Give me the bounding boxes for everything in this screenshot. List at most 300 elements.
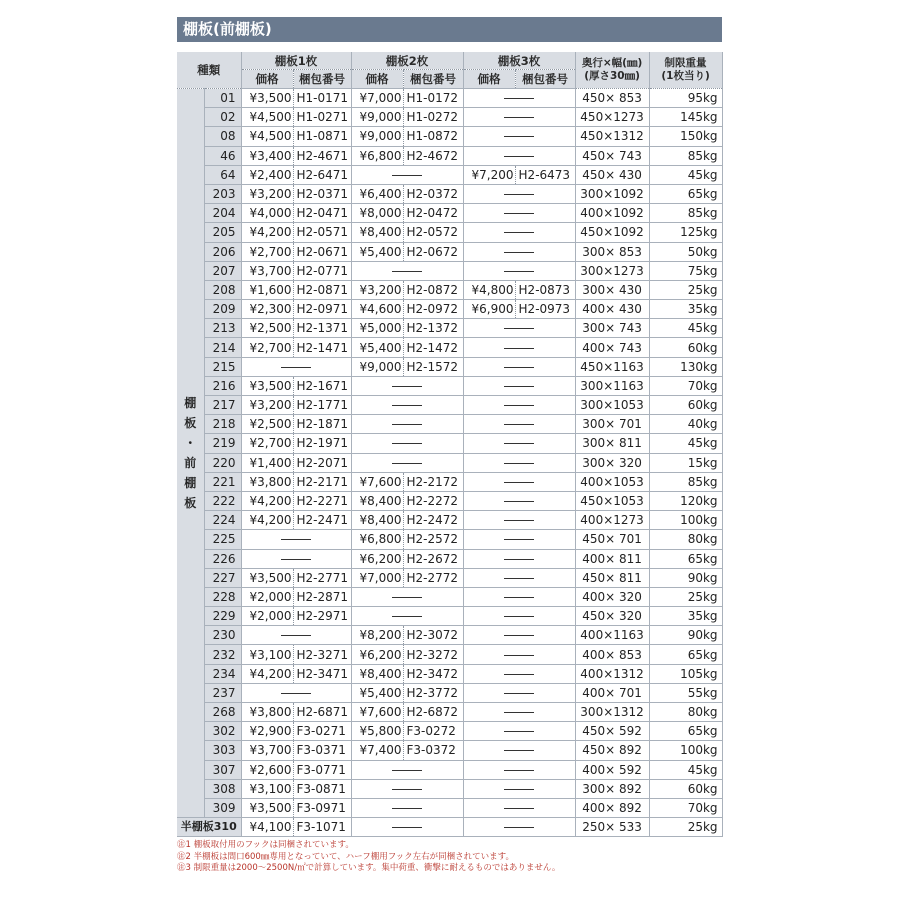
item-code: 214 bbox=[204, 338, 241, 357]
dimension-cell: 250× 533 bbox=[575, 818, 649, 837]
dimension-cell: 400× 320 bbox=[575, 587, 649, 606]
table-row bbox=[177, 607, 722, 626]
table-row bbox=[177, 568, 722, 587]
dimension-cell: 450×1312 bbox=[575, 127, 649, 146]
empty-cell bbox=[463, 127, 575, 146]
package-number-cell: H2-4672 bbox=[403, 146, 463, 165]
item-code: 230 bbox=[204, 626, 241, 645]
package-number-cell: F3-1071 bbox=[293, 818, 351, 837]
one-shelf-header: 棚板1枚 bbox=[241, 52, 351, 70]
dimension-cell: 300×1163 bbox=[575, 376, 649, 395]
weight-cell: 40kg bbox=[649, 415, 722, 434]
weight-cell: 120kg bbox=[649, 491, 722, 510]
item-code: 64 bbox=[204, 165, 241, 184]
price-cell: ¥3,500 bbox=[241, 89, 293, 108]
empty-cell bbox=[463, 683, 575, 702]
dimension-cell: 400× 430 bbox=[575, 300, 649, 319]
empty-cell bbox=[463, 568, 575, 587]
category-char: ・ bbox=[184, 436, 197, 451]
price-cell: ¥6,400 bbox=[351, 184, 403, 203]
item-code: 206 bbox=[204, 242, 241, 261]
price-cell: ¥5,400 bbox=[351, 242, 403, 261]
item-code: 232 bbox=[204, 645, 241, 664]
category-char: 板 bbox=[184, 416, 197, 431]
package-number-cell: H2-2271 bbox=[293, 491, 351, 510]
table-row bbox=[177, 376, 722, 395]
table-row bbox=[177, 357, 722, 376]
table-row bbox=[177, 319, 722, 338]
weight-cell: 35kg bbox=[649, 300, 722, 319]
three-shelf-header: 棚板3枚 bbox=[463, 52, 575, 70]
category-char: 棚 bbox=[184, 476, 197, 491]
package-number-cell: H2-0672 bbox=[403, 242, 463, 261]
empty-cell bbox=[463, 357, 575, 376]
weight-cell: 85kg bbox=[649, 146, 722, 165]
not-available-dash bbox=[504, 597, 534, 598]
table-row bbox=[177, 453, 722, 472]
table-row bbox=[177, 165, 722, 184]
item-code: 204 bbox=[204, 204, 241, 223]
price-cell: ¥5,400 bbox=[351, 338, 403, 357]
dimension-cell: 300× 892 bbox=[575, 779, 649, 798]
price-cell: ¥3,200 bbox=[241, 396, 293, 415]
dimension-cell: 400× 811 bbox=[575, 549, 649, 568]
item-code: 08 bbox=[204, 127, 241, 146]
package-number-cell: H2-0973 bbox=[515, 300, 575, 319]
package-number-cell: H2-2172 bbox=[403, 472, 463, 491]
dimension-header-line1: 奥行×幅(㎜) bbox=[581, 57, 643, 69]
item-code: 225 bbox=[204, 530, 241, 549]
empty-cell bbox=[351, 165, 463, 184]
item-code: 228 bbox=[204, 587, 241, 606]
table-row bbox=[177, 491, 722, 510]
empty-cell bbox=[241, 549, 351, 568]
not-available-dash bbox=[281, 539, 311, 540]
dimension-cell: 450× 892 bbox=[575, 741, 649, 760]
package-number-cell: H2-2771 bbox=[293, 568, 351, 587]
package-number-cell: H2-0872 bbox=[403, 280, 463, 299]
price-cell: ¥8,400 bbox=[351, 511, 403, 530]
table-row bbox=[177, 89, 722, 108]
package-number-cell: H2-3472 bbox=[403, 664, 463, 683]
footnote-line: ㊟2 半棚板は間口600㎜専用となっていて、ハーフ棚用フック左右が同梱されています。 bbox=[177, 851, 514, 862]
weight-cell: 15kg bbox=[649, 453, 722, 472]
weight-header-line2: (1枚当り) bbox=[661, 70, 710, 82]
package-number-cell: H2-2772 bbox=[403, 568, 463, 587]
package-number-cell: H2-0572 bbox=[403, 223, 463, 242]
price-cell: ¥1,400 bbox=[241, 453, 293, 472]
dimension-cell: 400×1092 bbox=[575, 204, 649, 223]
price-cell: ¥2,300 bbox=[241, 300, 293, 319]
item-code: 01 bbox=[204, 89, 241, 108]
empty-cell bbox=[463, 434, 575, 453]
empty-cell bbox=[463, 396, 575, 415]
item-code: 303 bbox=[204, 741, 241, 760]
price-cell: ¥8,000 bbox=[351, 204, 403, 223]
package-number-cell: H2-3471 bbox=[293, 664, 351, 683]
price-header: 価格 bbox=[241, 70, 293, 89]
item-code: 307 bbox=[204, 760, 241, 779]
dimension-cell: 450× 853 bbox=[575, 89, 649, 108]
empty-cell bbox=[463, 242, 575, 261]
item-code: 234 bbox=[204, 664, 241, 683]
item-code: 02 bbox=[204, 108, 241, 127]
price-cell: ¥3,100 bbox=[241, 645, 293, 664]
price-cell: ¥2,700 bbox=[241, 434, 293, 453]
weight-cell: 85kg bbox=[649, 472, 722, 491]
dimension-cell: 400× 743 bbox=[575, 338, 649, 357]
weight-cell: 90kg bbox=[649, 568, 722, 587]
empty-cell bbox=[463, 472, 575, 491]
price-cell: ¥4,500 bbox=[241, 108, 293, 127]
not-available-dash bbox=[504, 194, 534, 195]
empty-cell bbox=[463, 760, 575, 779]
package-number-cell: H2-1871 bbox=[293, 415, 351, 434]
package-number-cell: H2-3271 bbox=[293, 645, 351, 664]
empty-cell bbox=[241, 683, 351, 702]
empty-cell bbox=[351, 453, 463, 472]
weight-cell: 65kg bbox=[649, 549, 722, 568]
empty-cell bbox=[463, 415, 575, 434]
item-code: 215 bbox=[204, 357, 241, 376]
package-number-cell: H2-2971 bbox=[293, 607, 351, 626]
item-code: 213 bbox=[204, 319, 241, 338]
not-available-dash bbox=[504, 635, 534, 636]
weight-cell: 60kg bbox=[649, 396, 722, 415]
table-row bbox=[177, 511, 722, 530]
not-available-dash bbox=[504, 731, 534, 732]
empty-cell bbox=[241, 357, 351, 376]
price-cell: ¥2,000 bbox=[241, 587, 293, 606]
package-number-cell: F3-0271 bbox=[293, 722, 351, 741]
empty-cell bbox=[351, 818, 463, 837]
price-cell: ¥8,200 bbox=[351, 626, 403, 645]
package-number-cell: H2-1371 bbox=[293, 319, 351, 338]
item-code: 209 bbox=[204, 300, 241, 319]
empty-cell bbox=[463, 204, 575, 223]
package-number-cell: H2-0671 bbox=[293, 242, 351, 261]
empty-cell bbox=[351, 607, 463, 626]
dimension-cell: 450× 811 bbox=[575, 568, 649, 587]
item-code: 203 bbox=[204, 184, 241, 203]
empty-cell bbox=[463, 549, 575, 568]
not-available-dash bbox=[504, 213, 534, 214]
weight-cell: 45kg bbox=[649, 319, 722, 338]
package-number-cell: H1-0871 bbox=[293, 127, 351, 146]
price-cell: ¥4,200 bbox=[241, 664, 293, 683]
package-number-cell: F3-0371 bbox=[293, 741, 351, 760]
empty-cell bbox=[463, 818, 575, 837]
price-cell: ¥7,200 bbox=[463, 165, 515, 184]
table-row bbox=[177, 549, 722, 568]
price-cell: ¥7,400 bbox=[351, 741, 403, 760]
package-number-cell: H2-0471 bbox=[293, 204, 351, 223]
price-cell: ¥6,900 bbox=[463, 300, 515, 319]
price-cell: ¥9,000 bbox=[351, 127, 403, 146]
not-available-dash bbox=[504, 808, 534, 809]
package-number-cell: H2-2871 bbox=[293, 587, 351, 606]
not-available-dash bbox=[281, 635, 311, 636]
package-header: 梱包番号 bbox=[403, 70, 463, 89]
package-number-cell: H1-0172 bbox=[403, 89, 463, 108]
price-cell: ¥3,200 bbox=[241, 184, 293, 203]
empty-cell bbox=[463, 587, 575, 606]
dimension-cell: 300× 743 bbox=[575, 319, 649, 338]
package-number-cell: F3-0272 bbox=[403, 722, 463, 741]
dimension-cell: 400×1163 bbox=[575, 626, 649, 645]
dimension-cell: 400× 853 bbox=[575, 645, 649, 664]
package-number-cell: H2-1572 bbox=[403, 357, 463, 376]
package-number-cell: H2-2472 bbox=[403, 511, 463, 530]
not-available-dash bbox=[504, 386, 534, 387]
not-available-dash bbox=[504, 98, 534, 99]
empty-cell bbox=[351, 798, 463, 817]
two-shelf-header: 棚板2枚 bbox=[351, 52, 463, 70]
not-available-dash bbox=[504, 750, 534, 751]
empty-cell bbox=[463, 223, 575, 242]
kind-header: 種類 bbox=[177, 52, 241, 89]
not-available-dash bbox=[504, 655, 534, 656]
not-available-dash bbox=[504, 463, 534, 464]
weight-cell: 65kg bbox=[649, 645, 722, 664]
empty-cell bbox=[351, 376, 463, 395]
price-cell: ¥4,600 bbox=[351, 300, 403, 319]
not-available-dash bbox=[392, 616, 422, 617]
dimension-cell: 400×1273 bbox=[575, 511, 649, 530]
dimension-cell: 450× 592 bbox=[575, 722, 649, 741]
dimension-cell: 300×1092 bbox=[575, 184, 649, 203]
empty-cell bbox=[463, 146, 575, 165]
empty-cell bbox=[463, 722, 575, 741]
price-cell: ¥7,000 bbox=[351, 568, 403, 587]
empty-cell bbox=[463, 703, 575, 722]
dimension-cell: 300×1273 bbox=[575, 261, 649, 280]
footnote-line: ㊟3 制限重量は2000～2500N/㎡で計算しています。集中荷重、衝撃に耐えるものではありません。 bbox=[177, 863, 561, 873]
item-code: 221 bbox=[204, 472, 241, 491]
empty-cell bbox=[463, 741, 575, 760]
price-cell: ¥3,500 bbox=[241, 798, 293, 817]
package-number-cell: H2-2672 bbox=[403, 549, 463, 568]
empty-cell bbox=[463, 453, 575, 472]
price-cell: ¥7,600 bbox=[351, 703, 403, 722]
weight-cell: 55kg bbox=[649, 683, 722, 702]
weight-cell: 80kg bbox=[649, 703, 722, 722]
section-title: 棚板(前棚板) bbox=[177, 17, 722, 42]
price-cell: ¥4,200 bbox=[241, 491, 293, 510]
not-available-dash bbox=[504, 520, 534, 521]
table-row bbox=[177, 645, 722, 664]
not-available-dash bbox=[504, 827, 534, 828]
weight-cell: 60kg bbox=[649, 338, 722, 357]
empty-cell bbox=[463, 338, 575, 357]
table-row bbox=[177, 108, 722, 127]
table-row bbox=[177, 280, 722, 299]
price-cell: ¥7,600 bbox=[351, 472, 403, 491]
price-cell: ¥2,000 bbox=[241, 607, 293, 626]
package-number-cell: H2-0871 bbox=[293, 280, 351, 299]
item-code: 302 bbox=[204, 722, 241, 741]
package-number-cell: H2-2272 bbox=[403, 491, 463, 510]
empty-cell bbox=[351, 415, 463, 434]
weight-cell: 75kg bbox=[649, 261, 722, 280]
dimension-cell: 450× 701 bbox=[575, 530, 649, 549]
empty-cell bbox=[351, 396, 463, 415]
not-available-dash bbox=[392, 405, 422, 406]
table-row-half-shelf bbox=[177, 818, 722, 837]
package-number-cell: H2-0971 bbox=[293, 300, 351, 319]
package-header: 梱包番号 bbox=[515, 70, 575, 89]
price-cell: ¥2,700 bbox=[241, 338, 293, 357]
empty-cell bbox=[463, 664, 575, 683]
dimension-cell: 450×1273 bbox=[575, 108, 649, 127]
price-cell: ¥6,200 bbox=[351, 645, 403, 664]
price-cell: ¥4,800 bbox=[463, 280, 515, 299]
price-header: 価格 bbox=[463, 70, 515, 89]
package-number-cell: H2-3772 bbox=[403, 683, 463, 702]
package-number-cell: H2-1971 bbox=[293, 434, 351, 453]
category-char: 棚 bbox=[184, 396, 197, 411]
empty-cell bbox=[463, 511, 575, 530]
table-row bbox=[177, 127, 722, 146]
price-cell: ¥6,800 bbox=[351, 530, 403, 549]
empty-cell bbox=[351, 434, 463, 453]
weight-cell: 145kg bbox=[649, 108, 722, 127]
category-char: 板 bbox=[184, 496, 197, 511]
item-code: 222 bbox=[204, 491, 241, 510]
package-number-cell: H2-1372 bbox=[403, 319, 463, 338]
price-cell: ¥2,900 bbox=[241, 722, 293, 741]
weight-cell: 100kg bbox=[649, 741, 722, 760]
weight-cell: 65kg bbox=[649, 184, 722, 203]
item-code: 217 bbox=[204, 396, 241, 415]
price-cell: ¥8,400 bbox=[351, 223, 403, 242]
not-available-dash bbox=[281, 693, 311, 694]
empty-cell bbox=[463, 319, 575, 338]
empty-cell bbox=[463, 376, 575, 395]
table-row bbox=[177, 338, 722, 357]
empty-cell bbox=[463, 108, 575, 127]
item-code: 207 bbox=[204, 261, 241, 280]
price-cell: ¥2,400 bbox=[241, 165, 293, 184]
table-row bbox=[177, 204, 722, 223]
weight-cell: 95kg bbox=[649, 89, 722, 108]
price-cell: ¥3,500 bbox=[241, 568, 293, 587]
price-cell: ¥8,400 bbox=[351, 491, 403, 510]
not-available-dash bbox=[281, 367, 311, 368]
package-number-cell: H2-0771 bbox=[293, 261, 351, 280]
package-number-cell: H2-3272 bbox=[403, 645, 463, 664]
price-cell: ¥6,200 bbox=[351, 549, 403, 568]
footnote-line: ㊟1 棚板取付用のフックは同梱されています。 bbox=[177, 840, 354, 850]
weight-cell: 45kg bbox=[649, 760, 722, 779]
not-available-dash bbox=[504, 616, 534, 617]
not-available-dash bbox=[504, 443, 534, 444]
package-number-cell: H2-4671 bbox=[293, 146, 351, 165]
not-available-dash bbox=[504, 328, 534, 329]
weight-cell: 65kg bbox=[649, 722, 722, 741]
not-available-dash bbox=[504, 539, 534, 540]
dimension-cell: 300× 811 bbox=[575, 434, 649, 453]
price-cell: ¥3,700 bbox=[241, 261, 293, 280]
price-cell: ¥2,600 bbox=[241, 760, 293, 779]
item-code: 308 bbox=[204, 779, 241, 798]
package-number-cell: H1-0272 bbox=[403, 108, 463, 127]
table-row bbox=[177, 779, 722, 798]
table-row bbox=[177, 415, 722, 434]
empty-cell bbox=[463, 607, 575, 626]
not-available-dash bbox=[504, 156, 534, 157]
weight-cell: 125kg bbox=[649, 223, 722, 242]
table-row bbox=[177, 741, 722, 760]
price-header: 価格 bbox=[351, 70, 403, 89]
weight-cell: 25kg bbox=[649, 818, 722, 837]
weight-cell: 50kg bbox=[649, 242, 722, 261]
dimension-header-line2: (厚さ30㎜) bbox=[584, 70, 640, 82]
not-available-dash bbox=[504, 252, 534, 253]
package-number-cell: F3-0871 bbox=[293, 779, 351, 798]
price-cell: ¥3,800 bbox=[241, 703, 293, 722]
item-code: 226 bbox=[204, 549, 241, 568]
item-code: 219 bbox=[204, 434, 241, 453]
item-code: 208 bbox=[204, 280, 241, 299]
not-available-dash bbox=[392, 789, 422, 790]
price-cell: ¥3,700 bbox=[241, 741, 293, 760]
price-cell: ¥9,000 bbox=[351, 108, 403, 127]
empty-cell bbox=[463, 626, 575, 645]
dimension-cell: 400× 892 bbox=[575, 798, 649, 817]
price-cell: ¥3,100 bbox=[241, 779, 293, 798]
price-cell: ¥4,100 bbox=[241, 818, 293, 837]
not-available-dash bbox=[281, 559, 311, 560]
table-row bbox=[177, 434, 722, 453]
category-char: 前 bbox=[184, 456, 197, 471]
empty-cell bbox=[463, 779, 575, 798]
package-number-cell: H2-2071 bbox=[293, 453, 351, 472]
dimension-cell: 450×1092 bbox=[575, 223, 649, 242]
empty-cell bbox=[351, 779, 463, 798]
not-available-dash bbox=[504, 271, 534, 272]
not-available-dash bbox=[392, 271, 422, 272]
not-available-dash bbox=[504, 501, 534, 502]
weight-cell: 85kg bbox=[649, 204, 722, 223]
table-row bbox=[177, 798, 722, 817]
package-number-cell: H2-3072 bbox=[403, 626, 463, 645]
table-row bbox=[177, 703, 722, 722]
package-number-cell: H2-1671 bbox=[293, 376, 351, 395]
package-number-cell: H1-0171 bbox=[293, 89, 351, 108]
table-row bbox=[177, 760, 722, 779]
item-code: 205 bbox=[204, 223, 241, 242]
not-available-dash bbox=[392, 808, 422, 809]
not-available-dash bbox=[392, 386, 422, 387]
table-row bbox=[177, 530, 722, 549]
table-row bbox=[177, 683, 722, 702]
dimension-cell: 300× 701 bbox=[575, 415, 649, 434]
price-cell: ¥5,400 bbox=[351, 683, 403, 702]
weight-header bbox=[649, 52, 722, 89]
price-cell: ¥5,000 bbox=[351, 319, 403, 338]
package-number-cell: H1-0872 bbox=[403, 127, 463, 146]
weight-cell: 150kg bbox=[649, 127, 722, 146]
dimension-cell: 450× 743 bbox=[575, 146, 649, 165]
shelf-price-table bbox=[177, 52, 723, 837]
package-number-cell: H2-1771 bbox=[293, 396, 351, 415]
not-available-dash bbox=[504, 482, 534, 483]
not-available-dash bbox=[504, 367, 534, 368]
item-code: 220 bbox=[204, 453, 241, 472]
not-available-dash bbox=[392, 770, 422, 771]
not-available-dash bbox=[504, 693, 534, 694]
